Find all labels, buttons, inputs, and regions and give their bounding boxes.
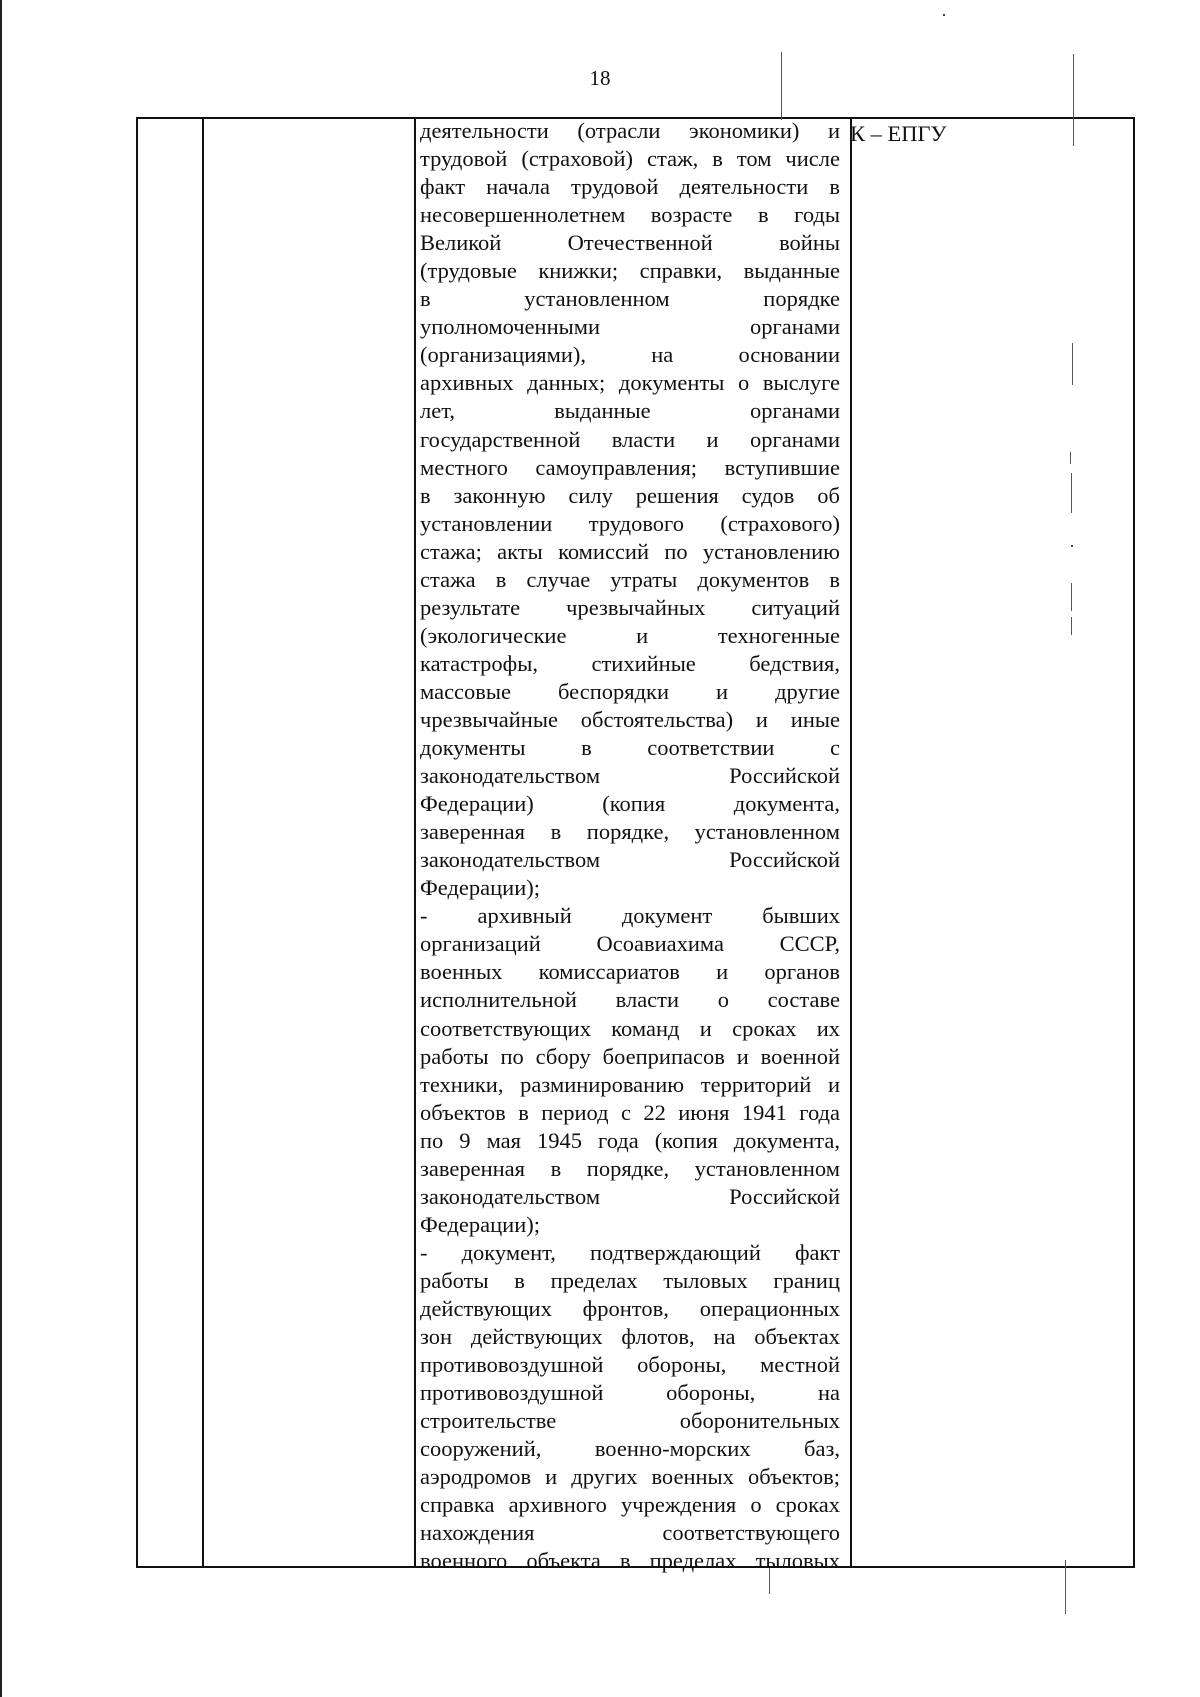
description-line: факт начала трудовой деятельности в: [420, 174, 840, 200]
description-line: работы по сбору боеприпасов и военной: [420, 1043, 840, 1069]
description-line: техники, разминированию территорий и: [420, 1071, 840, 1097]
scan-artifact-line: [1071, 583, 1072, 611]
description-line: военного объекта в пределах тыловых: [420, 1548, 840, 1574]
scan-artifact-line: [781, 52, 782, 120]
description-line: Федерации);: [420, 1211, 541, 1237]
description-line: военных комиссариатов и органов: [420, 959, 840, 985]
description-line: соответствующих команд и сроках их: [420, 1015, 840, 1041]
table-column-divider-2: [414, 119, 416, 1566]
description-line: чрезвычайные обстоятельства) и иные: [420, 706, 840, 732]
description-line: заверенная в порядке, установленном: [420, 819, 840, 845]
description-line: государственной власти и органами: [420, 426, 840, 452]
description-line: действующих фронтов, операционных: [420, 1295, 840, 1321]
description-line: законодательством Российской: [420, 1183, 840, 1209]
description-line: противовоздушной обороны, местной: [420, 1352, 840, 1378]
description-line: местного самоуправления; вступившие: [420, 454, 840, 480]
table-column-divider-3: [850, 119, 852, 1566]
table-column-divider-1: [202, 119, 204, 1566]
scan-artifact-dot: [1071, 545, 1073, 547]
description-line: в законную силу решения судов об: [420, 482, 840, 508]
description-line: уполномоченными органами: [420, 314, 840, 340]
description-line: законодательством Российской: [420, 763, 840, 789]
scan-artifact-line: [1070, 452, 1071, 464]
description-line: исполнительной власти о составе: [420, 987, 840, 1013]
description-line: (экологические и техногенные: [420, 622, 840, 648]
scan-artifact-line: [1065, 1560, 1066, 1614]
description-line: аэродромов и других военных объектов;: [420, 1464, 840, 1490]
description-line: нахождения соответствующего: [420, 1520, 840, 1546]
scan-artifact-line: [769, 1568, 770, 1594]
description-line: - документ, подтверждающий факт: [420, 1239, 840, 1265]
description-line: результате чрезвычайных ситуаций: [420, 594, 840, 620]
description-line: трудовой (страховой) стаж, в том числе: [420, 146, 840, 172]
description-line: объектов в период с 22 июня 1941 года: [420, 1099, 840, 1125]
description-line: справка архивного учреждения о сроках: [420, 1492, 840, 1518]
description-line: документы в соответствии с: [420, 735, 840, 761]
description-line: стажа; акты комиссий по установлению: [420, 538, 840, 564]
description-line: Федерации);: [420, 875, 541, 901]
description-line: работы в пределах тыловых границ: [420, 1267, 840, 1293]
description-line: архивных данных; документы о выслуге: [420, 370, 840, 396]
description-line: деятельности (отрасли экономики) и: [420, 118, 840, 143]
description-line: установлении трудового (страхового): [420, 510, 840, 536]
description-line: противовоздушной обороны, на: [420, 1380, 840, 1406]
description-line: в установленном порядке: [420, 286, 840, 312]
scan-artifact-line: [1071, 473, 1072, 513]
description-line: Великой Отечественной войны: [420, 230, 840, 256]
description-line: - архивный документ бывших: [420, 903, 840, 929]
page-number: 18: [589, 66, 611, 90]
scan-artifact-line: [1071, 617, 1072, 635]
description-line: лет, выданные органами: [420, 398, 840, 424]
description-line: заверенная в порядке, установленном: [420, 1155, 840, 1181]
scan-artifact-line: [1073, 54, 1074, 146]
scan-left-edge: [0, 0, 2, 1697]
description-line: организаций Осоавиахима СССР,: [420, 931, 840, 957]
scan-artifact-line: [1072, 343, 1073, 385]
description-line: зон действующих флотов, на объектах: [420, 1324, 840, 1350]
description-line: строительстве оборонительных: [420, 1408, 840, 1434]
description-line: стажа в случае утраты документов в: [420, 566, 840, 592]
description-line: несовершеннолетнем возрасте в годы: [420, 202, 840, 228]
description-line: (трудовые книжки; справки, выданные: [420, 258, 840, 284]
description-line: по 9 мая 1945 года (копия документа,: [420, 1127, 840, 1153]
description-line: сооружений, военно-морских баз,: [420, 1436, 840, 1462]
description-line: массовые беспорядки и другие: [420, 678, 840, 704]
description-line: (организациями), на основании: [420, 342, 840, 368]
description-line: законодательством Российской: [420, 847, 840, 873]
scan-artifact-dot: [943, 14, 945, 16]
document-description-cell: [420, 117, 840, 1575]
submission-method-cell: К – ЕПГУ: [850, 121, 947, 146]
description-line: Федерации) (копия документа,: [420, 791, 840, 817]
description-line: катастрофы, стихийные бедствия,: [420, 650, 840, 676]
